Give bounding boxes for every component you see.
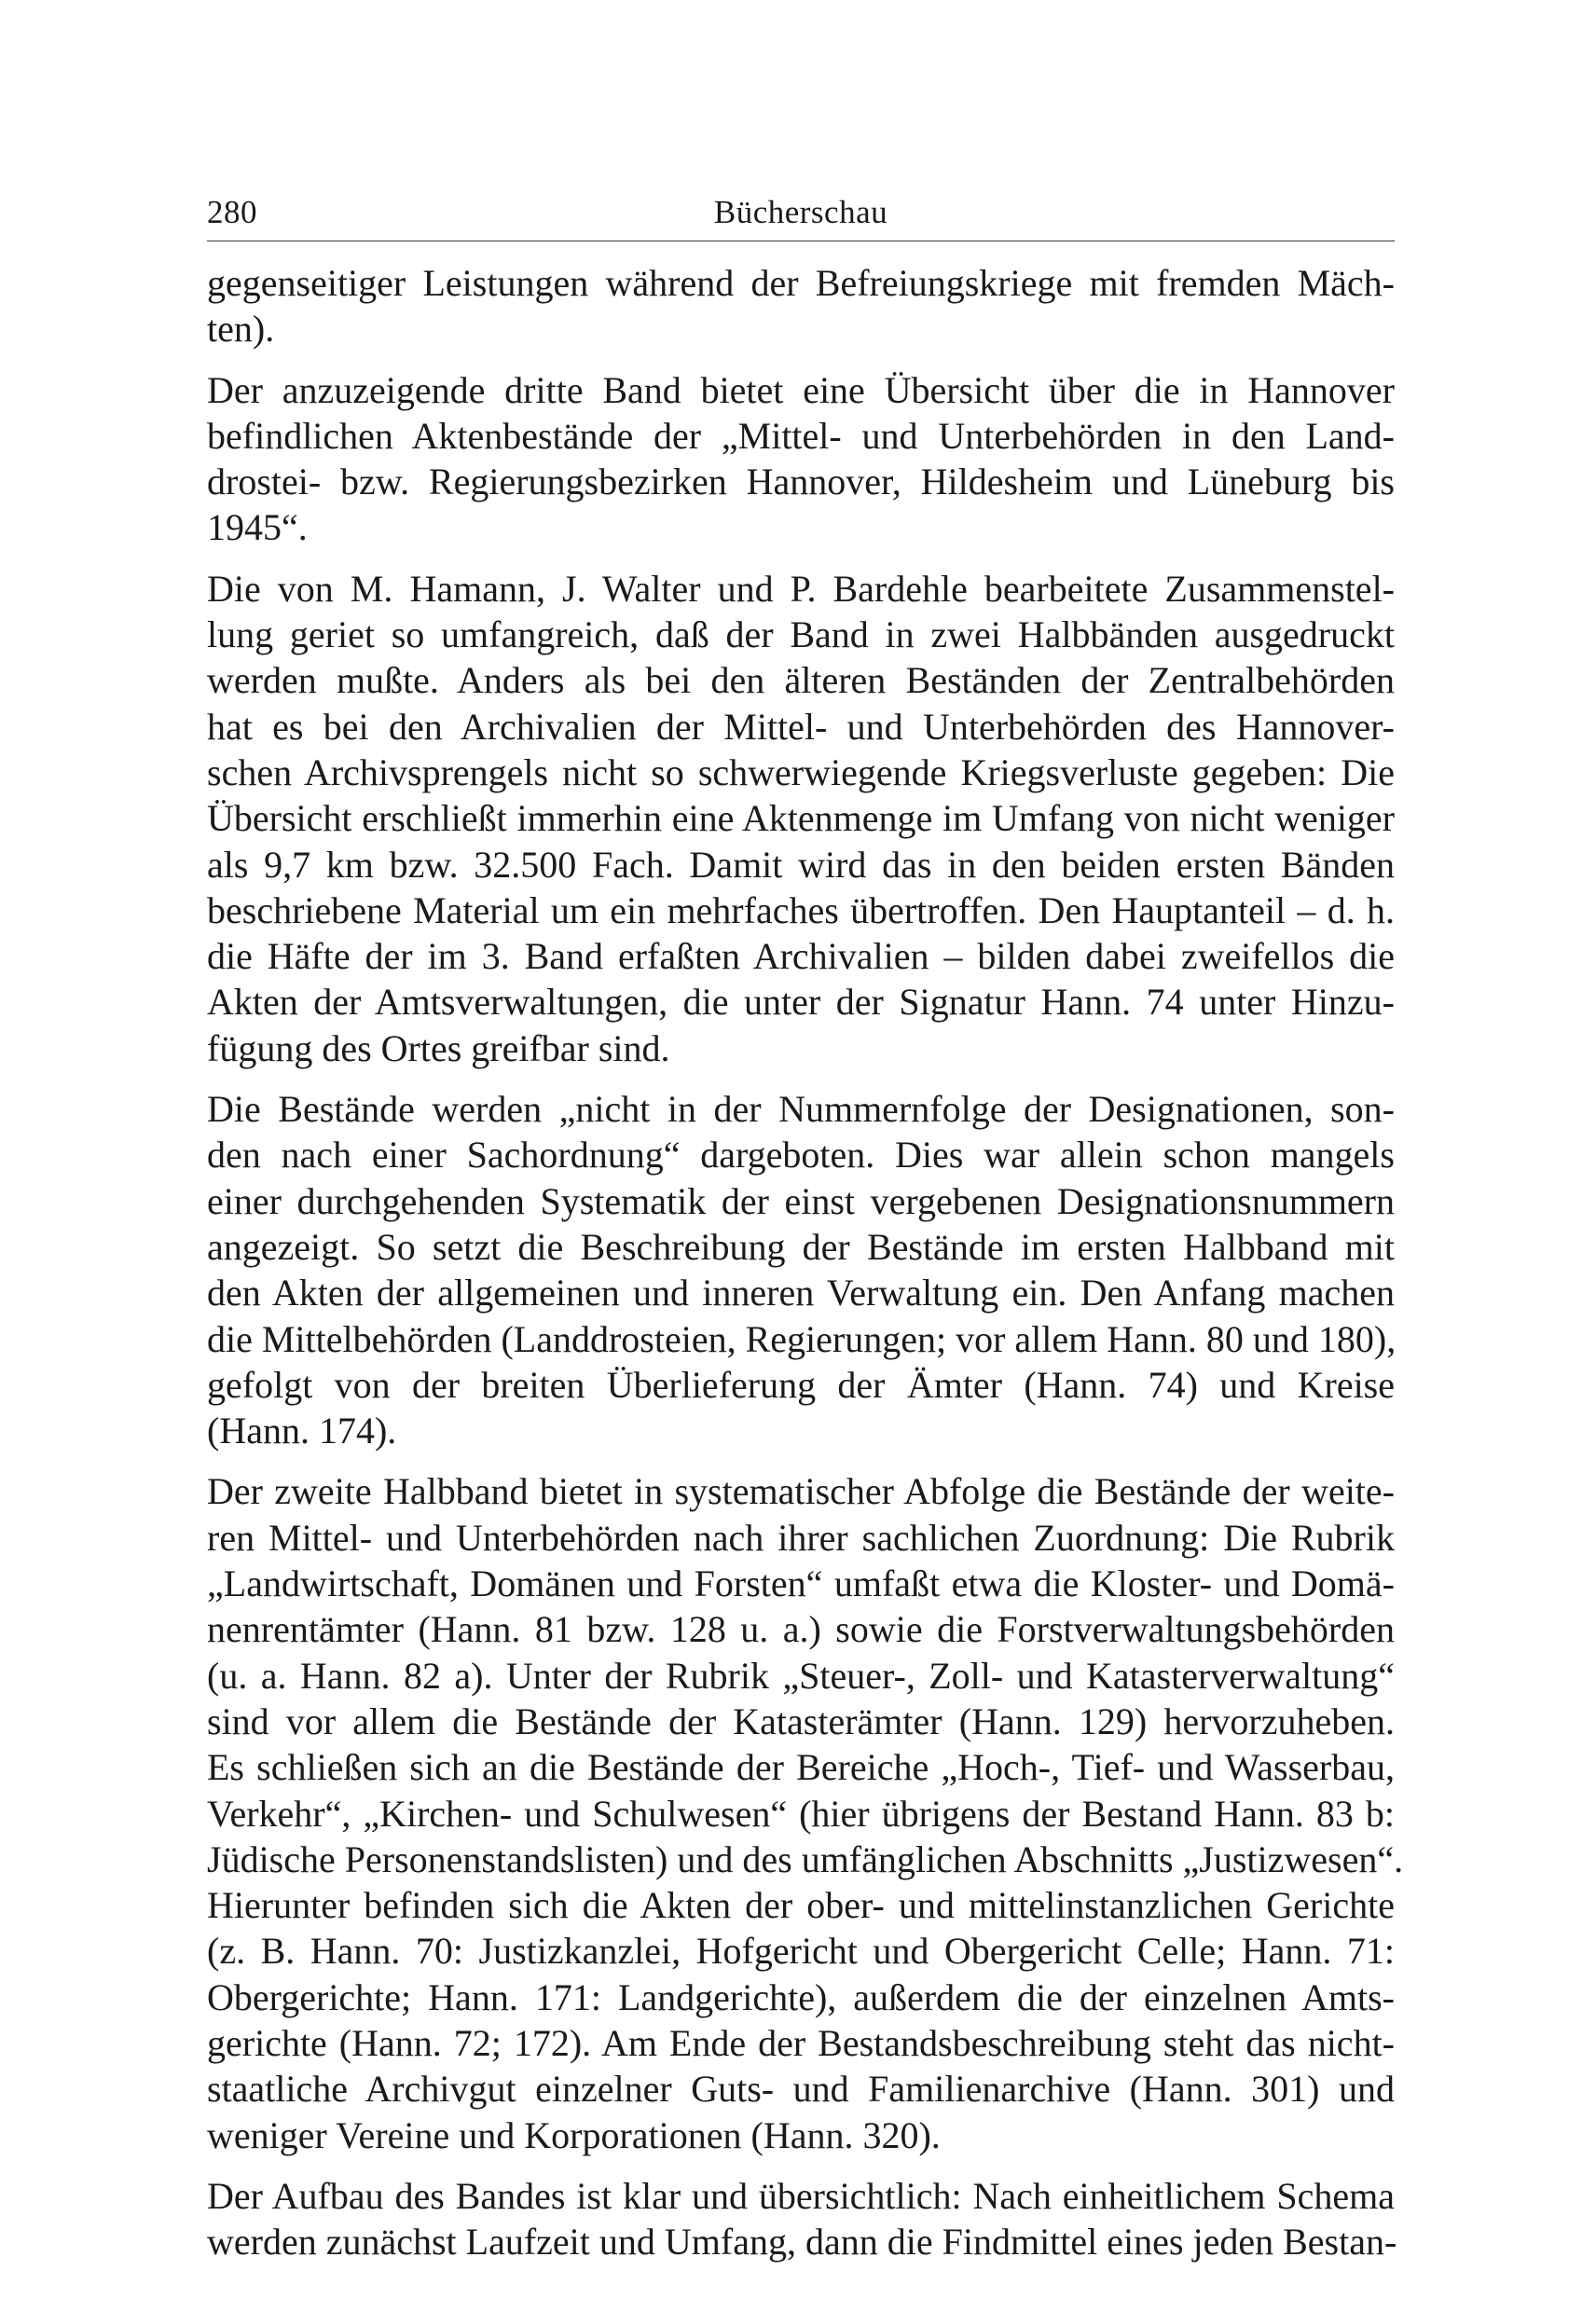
text-line: die Mittelbehörden (Landdrosteien, Regierungen; vor allem Hann. 80 und 180), (207, 1317, 1396, 1360)
text-line: gerichte (Hann. 72; 172). Am Ende der Bestandsbeschreibung steht das nicht- (207, 2021, 1395, 2064)
text-line: ten). (207, 308, 275, 351)
paragraph (207, 2173, 1395, 2265)
text-line: (Hann. 174). (207, 1410, 397, 1452)
text-line: gegenseitiger Leistungen während der Befreiungskriege mit fremden Mäch- (207, 262, 1395, 304)
page-number: 280 (207, 194, 257, 230)
text-line: Hierunter befinden sich die Akten der ober- und mittelinstanzlichen Gerichte (207, 1884, 1395, 1927)
text-line: einer durchgehenden Systematik der einst vergebenen Designationsnummern (207, 1179, 1395, 1222)
text-line: Der zweite Halbband bietet in systematischer Abfolge die Bestände der weite- (207, 1470, 1395, 1513)
paragraph (207, 1468, 1404, 2157)
text-line: hat es bei den Archivalien der Mittel- und Unterbehörden des Hannover- (207, 705, 1395, 748)
text-line: als 9,7 km bzw. 32.500 Fach. Damit wird das in den beiden ersten Bänden (207, 843, 1395, 886)
text-line: Es schließen sich an die Bestände der Bereiche „Hoch-, Tief- und Wasserbau, (207, 1746, 1395, 1789)
text-line: Verkehr“, „Kirchen- und Schulwesen“ (hier übrigens der Bestand Hann. 83 b: (207, 1792, 1395, 1835)
text-line: die Häfte der im 3. Band erfaßten Archivalien – bilden dabei zweifellos die (207, 935, 1395, 978)
text-line: lung geriet so umfangreich, daß der Band in zwei Halbbänden ausgedruckt (207, 613, 1395, 656)
paragraph (207, 566, 1395, 1071)
text-line: beschriebene Material um ein mehrfaches übertroffen. Den Hauptanteil – d. h. (207, 888, 1395, 931)
text-line: nenrentämter (Hann. 81 bzw. 128 u. a.) sowie die Forstverwaltungsbehörden (207, 1608, 1395, 1651)
text-line: werden mußte. Anders als bei den älteren Beständen der Zentralbehörden (207, 659, 1395, 702)
text-line: ren Mittel- und Unterbehörden nach ihrer sachlichen Zuordnung: Die Rubrik (207, 1516, 1395, 1559)
text-line: den Akten der allgemeinen und inneren Verwaltung ein. Den Anfang machen (207, 1272, 1395, 1314)
text-line: befindlichen Aktenbestände der „Mittel- und Unterbehörden in den Land- (207, 414, 1395, 457)
text-line: (z. B. Hann. 70: Justizkanzlei, Hofgericht und Obergericht Celle; Hann. 71: (207, 1930, 1395, 1973)
paragraph (207, 260, 1395, 352)
text-line: 1945“. (207, 506, 308, 549)
paragraph (207, 1086, 1395, 1453)
text-line: Obergerichte; Hann. 171: Landgerichte), außerdem die der einzelnen Amts- (207, 1975, 1395, 2018)
text-line: drostei- bzw. Regierungsbezirken Hannover, Hildesheim und Lüneburg bis (207, 461, 1395, 503)
text-line: weniger Vereine und Korporationen (Hann. 320). (207, 2113, 941, 2156)
text-line: den nach einer Sachordnung“ dargeboten. Dies war allein schon mangels (207, 1134, 1395, 1177)
text-line: angezeigt. So setzt die Beschreibung der Bestände im ersten Halbband mit (207, 1225, 1395, 1268)
text-line: Jüdische Personenstandslisten) und des umfänglichen Abschnitts „Justizwesen“. (207, 1837, 1404, 1880)
text-line: Der anzuzeigende dritte Band bietet eine Übersicht über die in Hannover (207, 368, 1395, 411)
text-line: „Landwirtschaft, Domänen und Forsten“ umfaßt etwa die Kloster- und Domä- (207, 1562, 1395, 1605)
text-line: sind vor allem die Bestände der Katasterämter (Hann. 129) hervorzuheben. (207, 1700, 1395, 1742)
running-title: Bücherschau (713, 194, 888, 230)
text-line: gefolgt von der breiten Überlieferung der Ämter (Hann. 74) und Kreise (207, 1363, 1395, 1406)
text-line: Die von M. Hamann, J. Walter und P. Bardehle bearbeitete Zusammenstel- (207, 567, 1395, 610)
text-line: schen Archivsprengels nicht so schwerwiegende Kriegsverluste gegeben: Die (207, 750, 1395, 793)
page-header (207, 186, 1395, 241)
text-line: werden zunächst Laufzeit und Umfang, dann die Findmittel eines jeden Bestan- (207, 2221, 1397, 2264)
text-line: Die Bestände werden „nicht in der Nummernfolge der Designationen, son- (207, 1088, 1395, 1131)
text-line: (u. a. Hann. 82 a). Unter der Rubrik „Steuer-, Zoll- und Katasterverwaltung“ (207, 1654, 1395, 1697)
text-line: staatliche Archivgut einzelner Guts- und Familienarchive (Hann. 301) und (207, 2068, 1395, 2111)
text-line: Akten der Amtsverwaltungen, die unter der Signatur Hann. 74 unter Hinzu- (207, 981, 1395, 1024)
body-text (207, 260, 1404, 2279)
text-line: Übersicht erschließt immerhin eine Aktenmenge im Umfang von nicht weniger (207, 797, 1395, 840)
text-line: fügung des Ortes greifbar sind. (207, 1026, 670, 1069)
paragraph (207, 367, 1395, 551)
text-line: Der Aufbau des Bandes ist klar und übersichtlich: Nach einheitlichem Schema (207, 2174, 1395, 2217)
